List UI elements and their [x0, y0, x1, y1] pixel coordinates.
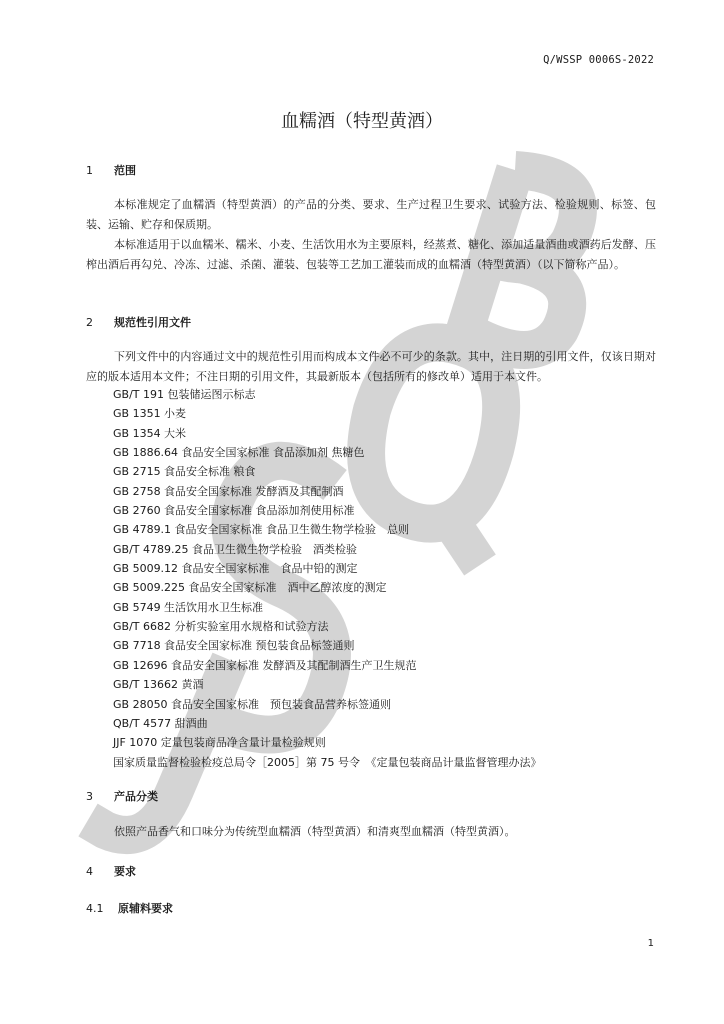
document-title: 血糯酒（特型黄酒）	[281, 111, 443, 132]
reference-item: GB 5749 生活饮用水卫生标准	[113, 600, 264, 614]
reference-item: GB/T 4789.25 食品卫生微生物学检验 酒类检验	[113, 542, 357, 556]
reference-item: GB/T 13662 黄酒	[113, 678, 204, 692]
section-number: 2	[86, 316, 93, 329]
section-number: 1	[86, 164, 93, 177]
scope-paragraph-2: 本标准适用于以血糯米、糯米、小麦、生活饮用水为主要原料，经蒸煮、糖化、添加适量酒曲或酒药后发酵、压榨出酒后再勾兑、冷冻、过滤、杀菌、灌装、包装等工艺加工灌装而成的血糯酒（特型黄酒）（以下简称产品）。	[86, 238, 656, 271]
reference-item: GB 1886.64 食品安全国家标准 食品添加剂 焦糖色	[113, 446, 365, 460]
reference-item: GB/T 6682 分析实验室用水规格和试验方法	[113, 620, 329, 634]
reference-item: GB 2758 食品安全国家标准 发酵酒及其配制酒	[113, 484, 344, 498]
reference-item: GB/T 191 包装储运图示标志	[113, 388, 256, 401]
reference-item: QB/T 4577 甜酒曲	[113, 716, 208, 730]
section-title: 范围	[114, 164, 136, 177]
scope-paragraph-1: 本标准规定了血糯酒（特型黄酒）的产品的分类、要求、生产过程卫生要求、试验方法、检验规则、标签、包装、运输、贮存和保质期。	[86, 198, 656, 231]
reference-item: GB 1351 小麦	[113, 407, 187, 421]
standard-code: Q/WSSP 0006S-2022	[543, 54, 654, 66]
section-4-heading	[86, 863, 136, 879]
normative-intro: 下列文件中的内容通过文中的规范性引用而构成本文件必不可少的条款。其中，注日期的引用文件，仅该日期对应的版本适用本文件；不注日期的引用文件，其最新版本（包括所有的修改单）适用于本文件。	[86, 350, 656, 383]
reference-item: GB 7718 食品安全国家标准 预包装食品标签通则	[113, 639, 355, 653]
reference-item: 国家质量监督检验检疫总局令［2005］第 75 号令 《定量包装商品计量监督管理办法》	[113, 755, 542, 769]
section-title: 产品分类	[114, 790, 158, 803]
section-number: 4.1	[86, 902, 104, 915]
section-3-heading	[86, 788, 158, 804]
reference-item: GB 5009.12 食品安全国家标准 食品中铅的测定	[113, 562, 358, 576]
section-number: 4	[86, 865, 93, 878]
section-title: 要求	[114, 865, 136, 878]
reference-item: GB 28050 食品安全国家标准 预包装食品营养标签通则	[113, 697, 392, 711]
reference-item: GB 5009.225 食品安全国家标准 酒中乙醇浓度的测定	[113, 581, 387, 595]
reference-item: JJF 1070 定量包装商品净含量计量检验规则	[113, 736, 326, 750]
section-4-1-heading	[86, 900, 173, 916]
classification-paragraph: 依照产品香气和口味分为传统型血糯酒（特型黄酒）和清爽型血糯酒（特型黄酒）。	[114, 825, 516, 838]
reference-item: GB 12696 食品安全国家标准 发酵酒及其配制酒生产卫生规范	[113, 658, 417, 672]
section-1-heading	[86, 162, 136, 178]
reference-item: GB 4789.1 食品安全国家标准 食品卫生微生物学检验 总则	[113, 523, 410, 537]
page-number: 1	[647, 938, 654, 949]
section-title: 原辅料要求	[118, 902, 173, 915]
section-2-heading	[86, 314, 191, 330]
reference-item: GB 1354 大米	[113, 426, 187, 440]
reference-item: GB 2715 食品安全标准 粮食	[113, 465, 256, 479]
reference-item: GB 2760 食品安全国家标准 食品添加剂使用标准	[113, 504, 355, 518]
section-title: 规范性引用文件	[114, 316, 191, 329]
reference-list	[113, 385, 541, 772]
section-number: 3	[86, 790, 93, 803]
